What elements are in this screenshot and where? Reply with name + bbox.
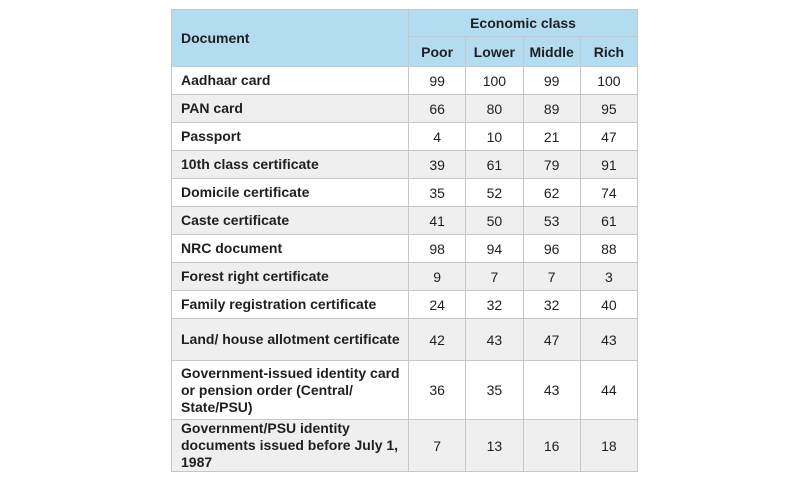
value-cell-lower: 80 bbox=[466, 95, 523, 123]
document-name-cell: PAN card bbox=[172, 95, 409, 123]
table-row bbox=[172, 235, 638, 263]
value-cell-lower: 100 bbox=[466, 67, 523, 95]
table-row bbox=[172, 123, 638, 151]
value-cell-lower: 32 bbox=[466, 291, 523, 319]
table-row bbox=[172, 151, 638, 179]
table-row bbox=[172, 263, 638, 291]
document-name-cell: 10th class certificate bbox=[172, 151, 409, 179]
document-name-cell: Domicile certificate bbox=[172, 179, 409, 207]
table-row bbox=[172, 179, 638, 207]
value-cell-middle: 79 bbox=[523, 151, 580, 179]
value-cell-middle: 62 bbox=[523, 179, 580, 207]
table-row bbox=[172, 420, 638, 472]
value-cell-lower: 13 bbox=[466, 420, 523, 472]
document-column-header: Document bbox=[172, 10, 409, 67]
value-cell-poor: 24 bbox=[409, 291, 466, 319]
value-cell-poor: 7 bbox=[409, 420, 466, 472]
value-cell-rich: 43 bbox=[580, 319, 637, 361]
data-table bbox=[171, 9, 638, 472]
value-cell-middle: 96 bbox=[523, 235, 580, 263]
column-header-poor: Poor bbox=[409, 37, 466, 67]
column-header-lower: Lower bbox=[466, 37, 523, 67]
table-row bbox=[172, 361, 638, 420]
table-row bbox=[172, 207, 638, 235]
value-cell-middle: 43 bbox=[523, 361, 580, 420]
value-cell-rich: 88 bbox=[580, 235, 637, 263]
economic-class-group-header: Economic class bbox=[409, 10, 638, 37]
value-cell-rich: 74 bbox=[580, 179, 637, 207]
document-name-cell: Family registration certificate bbox=[172, 291, 409, 319]
value-cell-lower: 94 bbox=[466, 235, 523, 263]
table-row bbox=[172, 95, 638, 123]
value-cell-rich: 18 bbox=[580, 420, 637, 472]
value-cell-rich: 40 bbox=[580, 291, 637, 319]
value-cell-lower: 7 bbox=[466, 263, 523, 291]
value-cell-middle: 21 bbox=[523, 123, 580, 151]
document-name-cell: Aadhaar card bbox=[172, 67, 409, 95]
value-cell-lower: 35 bbox=[466, 361, 523, 420]
value-cell-middle: 16 bbox=[523, 420, 580, 472]
value-cell-lower: 10 bbox=[466, 123, 523, 151]
value-cell-lower: 50 bbox=[466, 207, 523, 235]
document-name-cell: Forest right certificate bbox=[172, 263, 409, 291]
value-cell-middle: 47 bbox=[523, 319, 580, 361]
value-cell-rich: 3 bbox=[580, 263, 637, 291]
value-cell-poor: 98 bbox=[409, 235, 466, 263]
value-cell-lower: 52 bbox=[466, 179, 523, 207]
value-cell-lower: 61 bbox=[466, 151, 523, 179]
table-row bbox=[172, 67, 638, 95]
column-header-middle: Middle bbox=[523, 37, 580, 67]
table-row bbox=[172, 291, 638, 319]
value-cell-middle: 7 bbox=[523, 263, 580, 291]
table-row bbox=[172, 319, 638, 361]
value-cell-rich: 95 bbox=[580, 95, 637, 123]
table-header bbox=[172, 10, 638, 67]
document-name-cell: Government/PSU identity documents issued before July 1, 1987 bbox=[172, 420, 409, 472]
value-cell-poor: 39 bbox=[409, 151, 466, 179]
value-cell-poor: 9 bbox=[409, 263, 466, 291]
value-cell-poor: 42 bbox=[409, 319, 466, 361]
value-cell-rich: 61 bbox=[580, 207, 637, 235]
document-name-cell: Caste certificate bbox=[172, 207, 409, 235]
value-cell-rich: 91 bbox=[580, 151, 637, 179]
value-cell-rich: 47 bbox=[580, 123, 637, 151]
value-cell-rich: 100 bbox=[580, 67, 637, 95]
value-cell-middle: 89 bbox=[523, 95, 580, 123]
value-cell-lower: 43 bbox=[466, 319, 523, 361]
document-name-cell: Government-issued identity card or pension order (Central/ State/PSU) bbox=[172, 361, 409, 420]
document-name-cell: NRC document bbox=[172, 235, 409, 263]
value-cell-poor: 66 bbox=[409, 95, 466, 123]
value-cell-middle: 32 bbox=[523, 291, 580, 319]
value-cell-poor: 35 bbox=[409, 179, 466, 207]
value-cell-middle: 99 bbox=[523, 67, 580, 95]
value-cell-rich: 44 bbox=[580, 361, 637, 420]
value-cell-poor: 41 bbox=[409, 207, 466, 235]
value-cell-middle: 53 bbox=[523, 207, 580, 235]
value-cell-poor: 99 bbox=[409, 67, 466, 95]
document-name-cell: Land/ house allotment certificate bbox=[172, 319, 409, 361]
column-header-rich: Rich bbox=[580, 37, 637, 67]
value-cell-poor: 36 bbox=[409, 361, 466, 420]
document-name-cell: Passport bbox=[172, 123, 409, 151]
data-table-container bbox=[171, 9, 637, 472]
table-body bbox=[172, 67, 638, 472]
value-cell-poor: 4 bbox=[409, 123, 466, 151]
